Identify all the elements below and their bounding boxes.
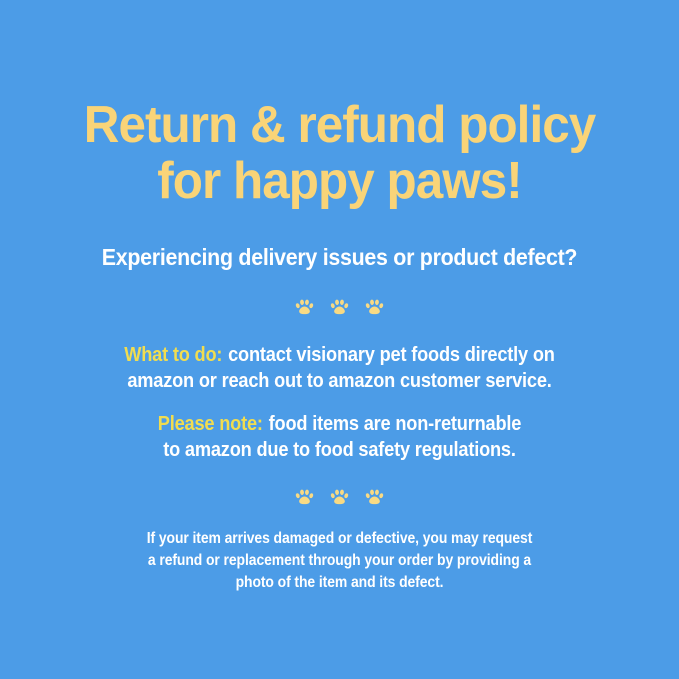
please-note-line-2: to amazon due to food safety regulations.	[163, 439, 516, 461]
title-line-2: for happy paws!	[157, 152, 522, 210]
please-note-paragraph	[31, 411, 649, 463]
paw-print-icon	[364, 297, 385, 317]
please-note-label: Please note:	[157, 413, 263, 435]
what-to-do-line-1	[31, 342, 649, 368]
please-note-text: food items are non-returnable	[268, 413, 522, 435]
paw-print-icon	[294, 487, 315, 507]
paw-print-icon	[329, 297, 350, 317]
footnote-line-1: If your item arrives damaged or defective, you may request	[146, 530, 533, 547]
what-to-do-line-2: amazon or reach out to amazon customer service.	[127, 370, 552, 392]
page-title	[17, 97, 662, 209]
what-to-do-text: contact visionary pet foods directly on	[228, 344, 555, 366]
subtitle-question: Experiencing delivery issues or product defect?	[101, 244, 578, 270]
footnote-line-3: photo of the item and its defect.	[235, 574, 444, 591]
title-line-1: Return & refund policy	[83, 96, 596, 154]
what-to-do-paragraph	[31, 342, 649, 394]
paw-divider-bottom	[0, 487, 679, 507]
paw-print-icon	[294, 297, 315, 317]
paw-print-icon	[364, 487, 385, 507]
footnote-line-2: a refund or replacement through your order by providing a	[147, 552, 532, 569]
footnote-paragraph	[34, 528, 645, 594]
paw-print-icon	[329, 487, 350, 507]
paw-divider-top	[0, 297, 679, 317]
what-to-do-label: What to do:	[124, 344, 223, 366]
please-note-line-1	[31, 411, 649, 437]
